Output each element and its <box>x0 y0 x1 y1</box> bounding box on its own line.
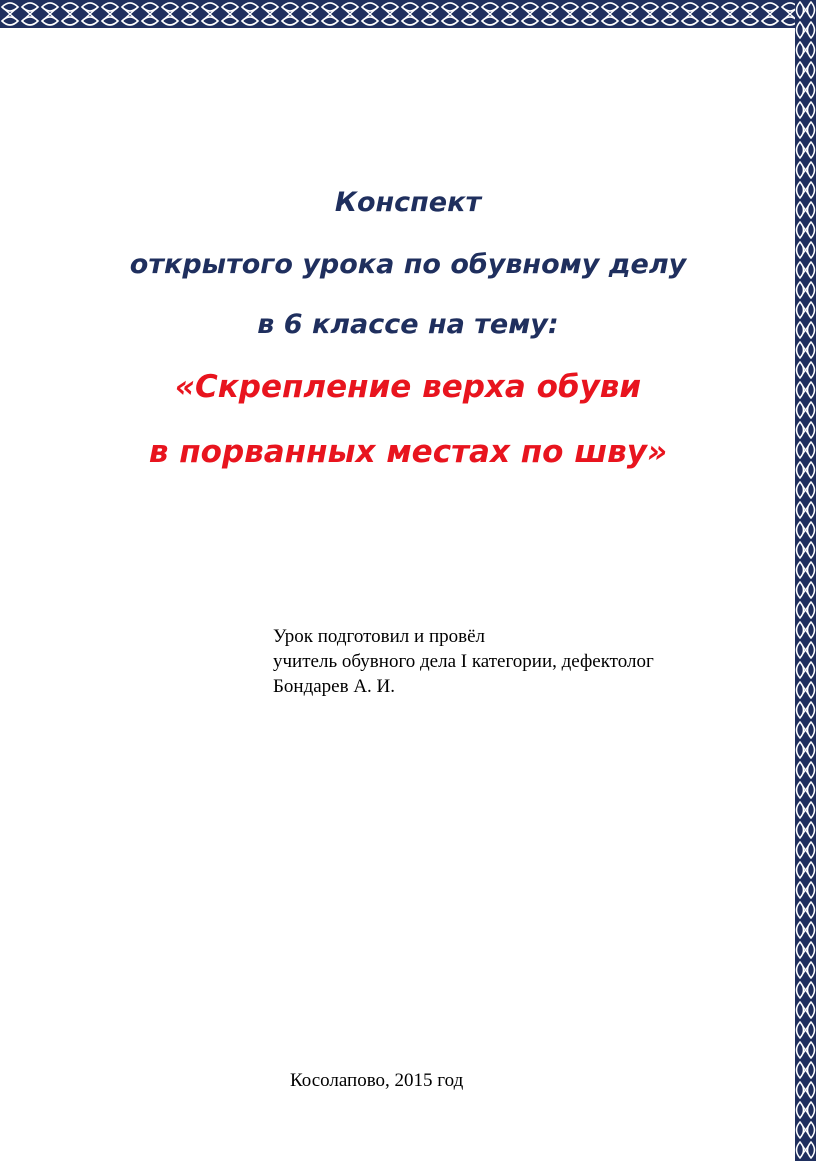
heading-line-1: Конспект <box>334 187 482 218</box>
author-line-2: учитель обувного дела I категории, дефектолог <box>273 651 654 672</box>
author-line-1: Урок подготовил и провёл <box>273 626 486 647</box>
decorative-border-top <box>0 0 816 28</box>
decorative-border-right <box>795 0 816 1161</box>
topic-line-2: в порванных местах по шву» <box>148 434 668 470</box>
heading-line-3: в 6 классе на тему: <box>257 309 559 340</box>
topic-line-1: «Скрепление верха обуви <box>174 369 642 405</box>
author-line-3: Бондарев А. И. <box>273 676 396 697</box>
author-block <box>273 624 654 699</box>
heading-line-2: открытого урока по обувному делу <box>129 249 687 280</box>
place-year: Косолапово, 2015 год <box>290 1070 464 1091</box>
